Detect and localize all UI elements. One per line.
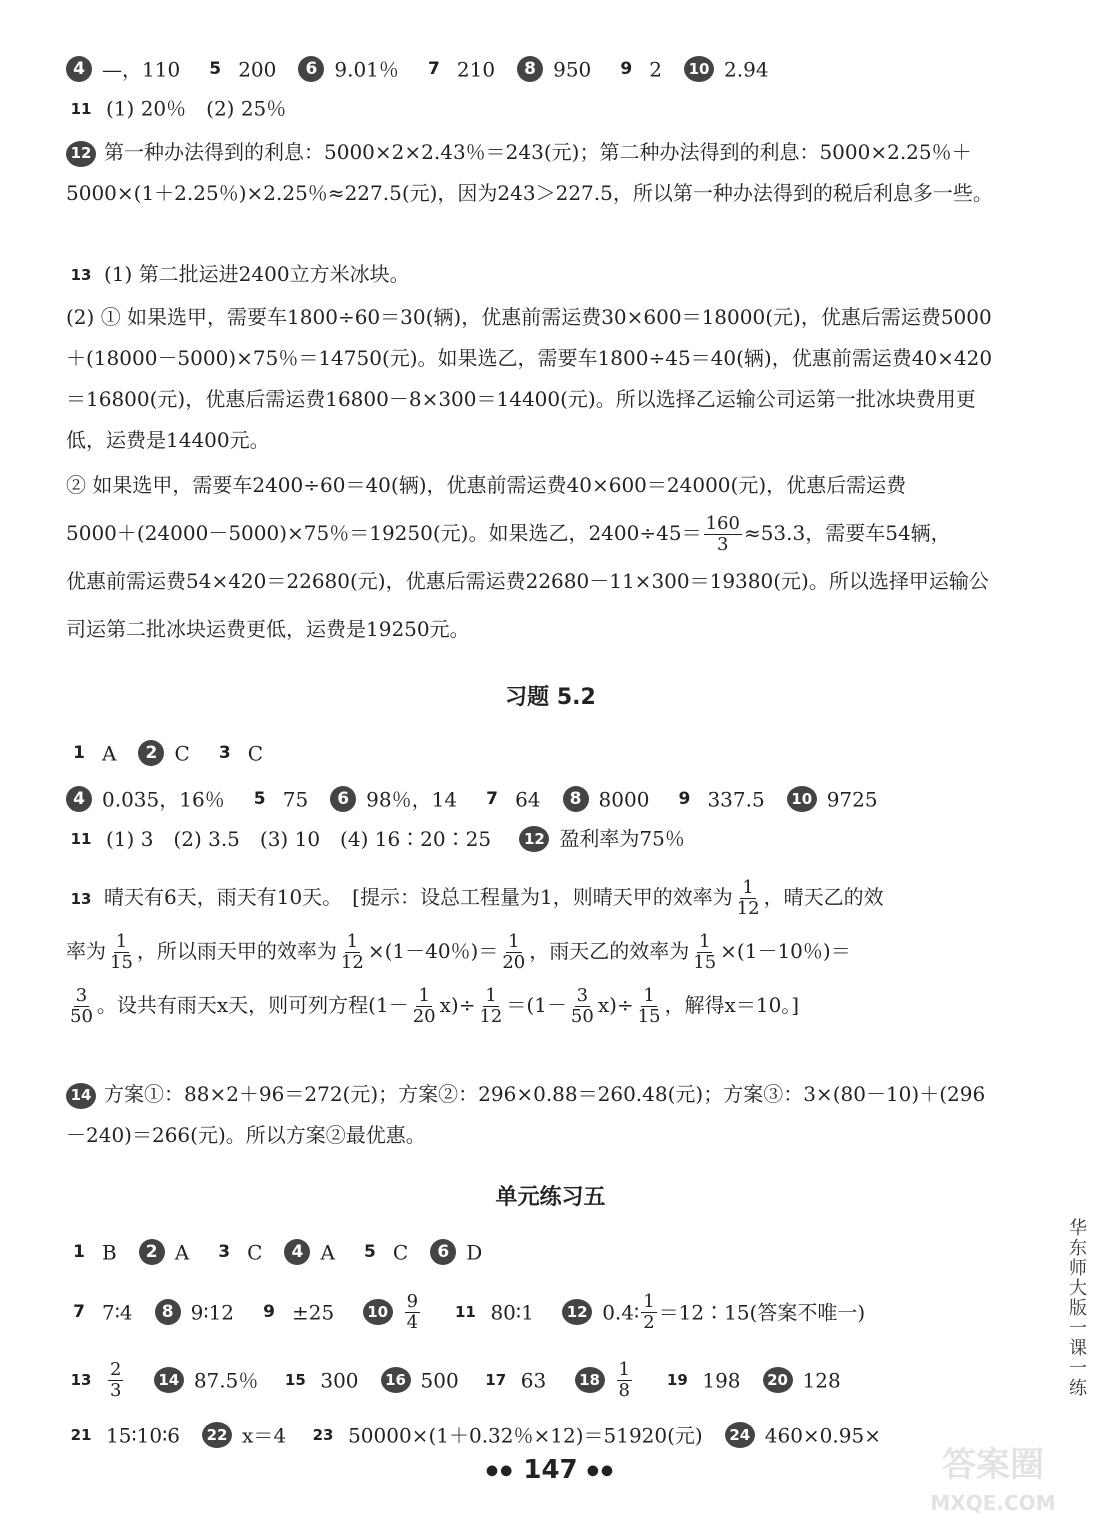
answer-item xyxy=(211,1236,262,1268)
answer-text: A xyxy=(174,1240,190,1265)
question-number: 17 xyxy=(485,1371,507,1390)
answer-text: ＝12∶15(答案不唯一) xyxy=(658,1300,866,1324)
answer-item xyxy=(66,1236,117,1268)
answer-text: 50000×(1＋0.32％×12)＝51920(元) xyxy=(348,1423,703,1448)
answer-text: x)÷ xyxy=(439,993,476,1017)
fraction: $\frac{3}{50}$ xyxy=(70,985,93,1027)
answer-text: 8000 xyxy=(598,787,650,812)
fraction: $\frac{1}{8}$ xyxy=(618,1358,630,1401)
answer-text: D xyxy=(466,1240,483,1265)
answer-text: ，解得x＝10。] xyxy=(664,993,800,1017)
answer-text: ×(1－10％)＝ xyxy=(720,939,851,963)
question-number: 10 xyxy=(787,786,817,812)
question-number: 4 xyxy=(284,1239,310,1265)
fraction: $\frac{1}{12}$ xyxy=(479,985,503,1027)
answer-text: ±25 xyxy=(292,1300,335,1325)
answer-text: 15∶10∶6 xyxy=(106,1423,181,1448)
fraction: $\frac{1}{2}$ xyxy=(643,1290,655,1333)
answer-text: C xyxy=(247,1240,263,1265)
answer-text: x)÷ xyxy=(597,993,634,1017)
answer-row xyxy=(66,1290,1001,1333)
answer-text: 盈利率为75％ xyxy=(559,826,685,851)
question-number: 9 xyxy=(263,1302,275,1323)
question-number: 8 xyxy=(155,1299,181,1325)
question-number: 11 xyxy=(70,829,92,848)
answer-item xyxy=(563,783,650,815)
answer-item xyxy=(684,53,769,85)
footer-dots-left: ●● xyxy=(485,1462,515,1479)
answer-item xyxy=(66,1419,180,1451)
answer-text: ，雨天乙的效率为 xyxy=(529,939,690,963)
question-number: 23 xyxy=(312,1426,334,1445)
answer-item xyxy=(247,783,308,815)
answer-row xyxy=(66,782,1001,814)
answer-row xyxy=(66,822,1001,854)
answer-item xyxy=(202,53,276,85)
answer-item xyxy=(562,1291,865,1333)
answer-item xyxy=(66,53,180,85)
answer-row xyxy=(66,1418,1001,1450)
answer-item xyxy=(357,1236,408,1268)
answer-text: 128 xyxy=(802,1368,841,1393)
answer-text: 200 xyxy=(238,57,277,82)
side-label: 华东师大版一课一练 xyxy=(1066,1218,1087,1398)
answer-item xyxy=(575,1359,634,1401)
question-number: 7 xyxy=(486,789,498,810)
answer-item xyxy=(421,53,495,85)
answer-item xyxy=(154,1359,259,1401)
question-number: 7 xyxy=(427,59,440,80)
answer-text: x＝4 xyxy=(242,1423,287,1448)
answer-text: 5000＋(24000－5000)×75％＝19250(元)。如果选乙，2400÷45＝ xyxy=(66,521,702,545)
answer-item xyxy=(671,783,764,815)
answer-row xyxy=(66,52,1001,84)
answer-item xyxy=(202,1419,286,1451)
answer-text: 98％，14 xyxy=(366,787,458,812)
question-number: 12 xyxy=(66,141,96,167)
answer-paragraph xyxy=(66,1074,1001,1156)
answer-paragraph xyxy=(66,254,1001,295)
question-number: 4 xyxy=(66,56,92,82)
answer-text: 9∶12 xyxy=(190,1300,235,1325)
answer-text: (2) ① 如果选甲，需要车1800÷60＝30(辆)，优惠前需运费30×600＝18000(元)，优惠后需运费5000＋(18000－5000)×75％＝14750(元)。如果选乙，需要车1800÷45＝40(辆)，优惠前需运费40×420＝16800(元)，优惠后需运费16800－8×300＝14400(元)。所以选择乙运输公司运第一批冰块费用更低，运费是14400元。 xyxy=(66,305,993,452)
question-number: 19 xyxy=(666,1371,688,1390)
answer-paragraph xyxy=(66,132,1001,214)
question-number: 10 xyxy=(363,1299,393,1325)
answer-text: —，110 xyxy=(102,57,181,82)
answer-text: 63 xyxy=(520,1368,547,1393)
question-number: 14 xyxy=(66,1083,96,1109)
answer-text: 9.01％ xyxy=(334,57,399,82)
question-number: 13 xyxy=(70,266,92,284)
question-number: 5 xyxy=(209,59,222,80)
question-number: 8 xyxy=(563,786,589,812)
question-number: 24 xyxy=(725,1422,755,1448)
question-number: 2 xyxy=(139,1239,165,1265)
answer-item xyxy=(479,783,540,815)
question-number: 20 xyxy=(763,1367,793,1393)
question-number: 8 xyxy=(517,56,543,82)
answer-item xyxy=(280,1359,358,1401)
question-number: 13 xyxy=(70,889,92,908)
answer-row xyxy=(66,92,1001,124)
answer-item xyxy=(613,53,662,85)
answer-item xyxy=(430,1236,482,1268)
answer-row xyxy=(66,1235,1001,1267)
fraction: $\frac{3}{50}$ xyxy=(570,985,594,1027)
footer-dots-right: ●● xyxy=(586,1462,616,1479)
question-number: 11 xyxy=(70,99,92,118)
fraction: $\frac{9}{4}$ xyxy=(406,1290,419,1333)
answer-text: 0.4∶ xyxy=(602,1300,640,1324)
answer-text: 300 xyxy=(320,1368,359,1393)
question-number: 1 xyxy=(73,1242,85,1263)
answer-text: 第一种办法得到的利息：5000×2×2.43％＝243(元)；第二种办法得到的利息：5000×2.25％＋5000×(1＋2.25％)×2.25％≈227.5(元)，因为243＞227.5，所以第一种办法得到的税后利息多一些。 xyxy=(66,140,993,205)
question-number: 12 xyxy=(519,826,549,852)
answer-item xyxy=(787,783,878,815)
answer-text: (1) 3 (2) 3.5 (3) 10 (4) 16∶20∶25 xyxy=(106,826,492,851)
fraction: $\frac{1}{12}$ xyxy=(340,931,364,973)
answer-item xyxy=(450,1291,533,1333)
answer-text: 2.94 xyxy=(724,57,769,82)
question-number: 5 xyxy=(364,1242,376,1263)
answer-text: ≈53.3，需要车54辆， xyxy=(743,521,951,545)
answer-text: C xyxy=(174,741,190,766)
question-number: 3 xyxy=(218,743,231,764)
question-number: 4 xyxy=(66,786,92,812)
answer-item xyxy=(363,1291,422,1333)
answer-item xyxy=(298,53,399,85)
answer-item xyxy=(481,1359,546,1401)
answer-text: 460×0.95× xyxy=(764,1423,881,1448)
section-title: 习题 5.2 xyxy=(505,685,596,710)
answer-text: ，晴天乙的效 xyxy=(763,885,884,909)
fraction: $\frac{1}{15}$ xyxy=(693,931,717,973)
answer-item xyxy=(66,1359,125,1401)
answer-text: 87.5％ xyxy=(193,1368,259,1393)
question-number: 6 xyxy=(298,56,324,82)
answer-text: 方案①：88×2＋96＝272(元)；方案②：296×0.88＝260.48(元)；方案③：3×(80－10)＋(296－240)＝266(元)。所以方案②最优惠。 xyxy=(66,1082,986,1147)
fraction: $\frac{1}{15}$ xyxy=(110,931,133,973)
answer-text: 9725 xyxy=(826,787,878,812)
question-number: 13 xyxy=(70,1371,92,1389)
question-number: 15 xyxy=(284,1371,306,1390)
answer-text: 7∶4 xyxy=(102,1300,133,1325)
question-number: 6 xyxy=(430,1239,456,1265)
answer-item xyxy=(256,1291,334,1333)
fraction: $\frac{1}{20}$ xyxy=(412,985,436,1027)
answer-paragraph xyxy=(66,870,1001,1032)
answer-item xyxy=(284,1236,334,1268)
answer-text: 晴天有6天，雨天有10天。 [提示：设总工程量为1，则晴天甲的效率为 xyxy=(104,885,733,909)
answer-item xyxy=(725,1419,881,1451)
answer-text: 优惠前需运费54×420＝22680(元)，优惠后需运费22680－11×300＝19380(元)。所以选择甲运输公司运第二批冰块运费更低，运费是19250元。 xyxy=(66,569,989,641)
answer-text: ，所以雨天甲的效率为 xyxy=(136,939,337,963)
question-number: 16 xyxy=(381,1367,411,1393)
question-number: 7 xyxy=(73,1302,85,1323)
answer-text: B xyxy=(102,1240,117,1265)
answer-item xyxy=(138,737,189,769)
answer-item xyxy=(66,737,116,769)
answer-item xyxy=(381,1359,459,1401)
answer-text: (1) 第二批运进2400立方米冰块。 xyxy=(104,262,410,286)
answer-item xyxy=(308,1419,703,1451)
answer-text: 75 xyxy=(282,787,309,812)
question-number: 5 xyxy=(253,789,266,810)
section-title: 单元练习五 xyxy=(495,1185,606,1210)
answer-paragraph xyxy=(66,297,1001,461)
answer-text: ×(1－40％)＝ xyxy=(367,939,499,963)
answer-text: 950 xyxy=(553,57,592,82)
answer-text: C xyxy=(392,1240,409,1265)
answer-text: 64 xyxy=(515,787,541,812)
answer-item xyxy=(763,1359,841,1401)
answer-item xyxy=(139,1236,189,1268)
question-number: 9 xyxy=(678,789,691,810)
question-number: 22 xyxy=(202,1422,232,1448)
question-number: 1 xyxy=(73,743,85,764)
fraction: $\frac{2}{3}$ xyxy=(110,1358,122,1401)
answer-text: 337.5 xyxy=(707,787,765,812)
answer-row xyxy=(66,1358,1001,1401)
answer-text: A xyxy=(320,1240,335,1265)
question-number: 18 xyxy=(575,1367,605,1393)
question-number: 3 xyxy=(218,1242,231,1263)
answer-text: 0.035，16％ xyxy=(102,787,225,812)
answer-text: ＝(1－ xyxy=(506,993,567,1017)
answer-text: 80∶1 xyxy=(490,1300,534,1325)
answer-text: 198 xyxy=(702,1368,741,1393)
answer-text: C xyxy=(247,741,264,766)
question-number: 9 xyxy=(620,59,633,80)
answer-item xyxy=(662,1359,740,1401)
fraction: $\frac{1}{12}$ xyxy=(736,877,760,919)
answer-item xyxy=(66,1291,133,1333)
fraction: $\frac{1}{15}$ xyxy=(637,985,661,1027)
answer-item xyxy=(517,53,591,85)
fraction: $\frac{1}{20}$ xyxy=(502,931,526,973)
question-number: 2 xyxy=(138,740,164,766)
answer-text: (1) 20％ (2) 25％ xyxy=(106,96,287,121)
question-number: 14 xyxy=(154,1367,184,1393)
watermark-logo: 答案圈 MXQE.COM xyxy=(930,1445,1056,1515)
answer-text: 率为 xyxy=(66,939,106,963)
question-number: 6 xyxy=(330,786,356,812)
answer-text: 。设共有雨天x天，则可列方程(1－ xyxy=(96,993,409,1017)
answer-text: 500 xyxy=(420,1368,459,1393)
answer-item xyxy=(212,737,263,769)
question-number: 21 xyxy=(70,1426,92,1445)
fraction: $\frac{160}{3}$ xyxy=(705,513,740,555)
answer-item xyxy=(66,783,225,815)
question-number: 11 xyxy=(455,1303,476,1322)
answer-text: A xyxy=(102,741,117,766)
answer-item xyxy=(330,783,457,815)
answer-text: 210 xyxy=(456,57,496,82)
answer-text: ② 如果选甲，需要车2400÷60＝40(辆)，优惠前需运费40×600＝24000(元)，优惠后需运费 xyxy=(66,473,907,497)
page-number: 147 xyxy=(523,1455,578,1485)
answer-item xyxy=(155,1291,234,1333)
question-number: 10 xyxy=(684,56,714,82)
question-number: 12 xyxy=(562,1299,592,1325)
answer-row xyxy=(66,736,1001,768)
answer-text: 2 xyxy=(649,57,663,82)
answer-paragraph xyxy=(66,461,1001,653)
